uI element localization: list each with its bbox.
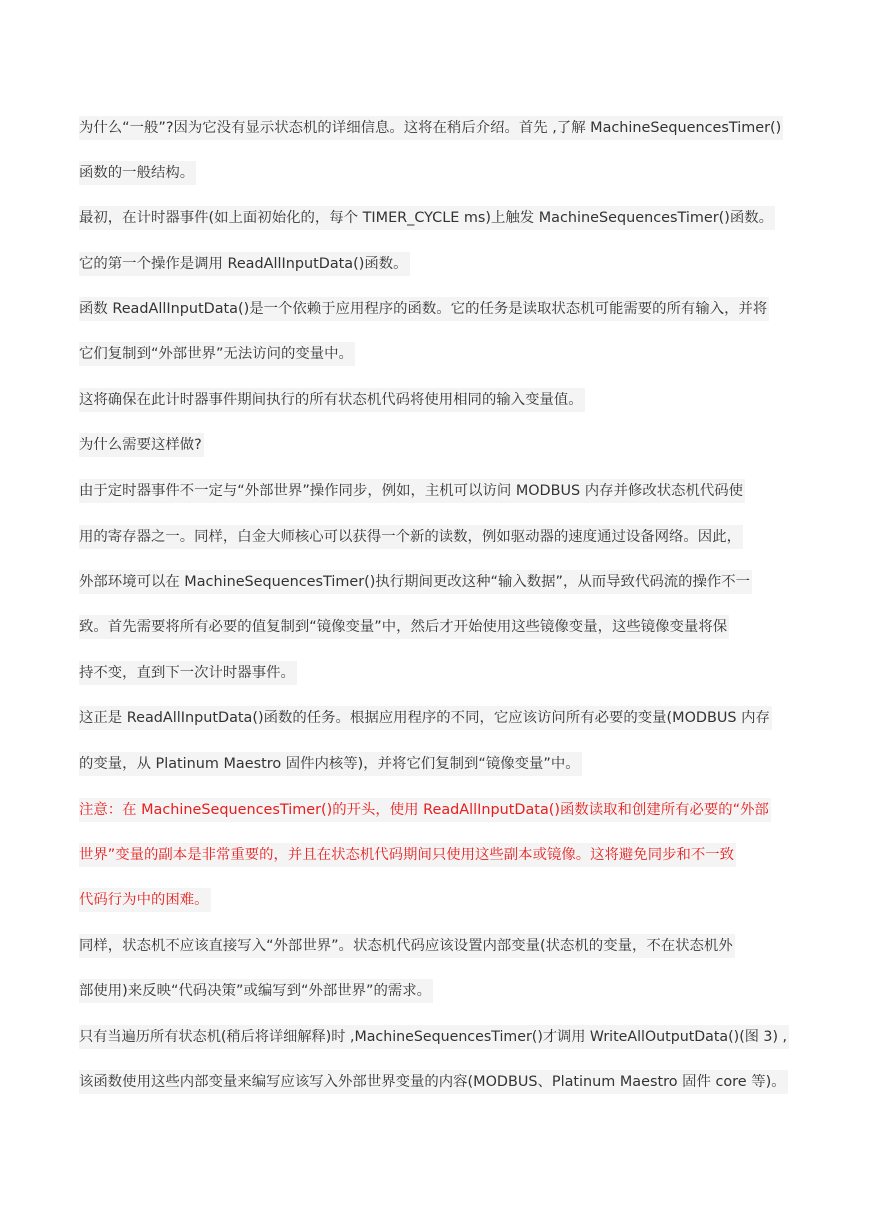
text-line: 由于定时器事件不一定与“外部世界”操作同步，例如，主机可以访问 MODBUS 内存并修改状态机代码使 <box>79 479 745 503</box>
note-line: 世界”变量的副本是非常重要的，并且在状态机代码期间只使用这些副本或镜像。这将避免同步和不一致 <box>79 843 736 867</box>
text-line: 这将确保在此计时器事件期间执行的所有状态机代码将使用相同的输入变量值。 <box>79 388 585 412</box>
text-line: 这正是 ReadAllInputData()函数的任务。根据应用程序的不同，它应该访问所有必要的变量(MODBUS 内存 <box>79 706 772 730</box>
note-line: 注意：在 MachineSequencesTimer()的开头，使用 ReadAllInputData()函数读取和创建所有必要的“外部 <box>79 798 771 822</box>
text-line: 致。首先需要将所有必要的值复制到“镜像变量”中，然后才开始使用这些镜像变量，这些镜像变量将保 <box>79 615 729 639</box>
note-line: 代码行为中的困难。 <box>79 888 211 912</box>
text-line: 该函数使用这些内部变量来编写应该写入外部世界变量的内容(MODBUS、Platinum Maestro 固件 core 等)。 <box>79 1070 788 1094</box>
text-line: 持不变，直到下一次计时器事件。 <box>79 661 297 685</box>
text-line: 它们复制到“外部世界”无法访问的变量中。 <box>79 342 355 366</box>
text-line: 为什么“一般”?因为它没有显示状态机的详细信息。这将在稍后介绍。首先 ,了解 MachineSequencesTimer() <box>79 116 783 140</box>
text-line: 外部环境可以在 MachineSequencesTimer()执行期间更改这种“输入数据”，从而导致代码流的操作不一 <box>79 570 752 594</box>
text-line: 只有当遍历所有状态机(稍后将详细解释)时 ,MachineSequencesTimer()才调用 WriteAllOutputData()(图 3) , <box>79 1025 789 1049</box>
text-line: 用的寄存器之一。同样，白金大师核心可以获得一个新的读数，例如驱动器的速度通过设备网络。因此， <box>79 525 743 549</box>
text-line: 它的第一个操作是调用 ReadAllInputData()函数。 <box>79 252 410 276</box>
text-line: 的变量，从 Platinum Maestro 固件内核等)，并将它们复制到“镜像变量”中。 <box>79 752 582 776</box>
text-line: 函数 ReadAllInputData()是一个依赖于应用程序的函数。它的任务是读取状态机可能需要的所有输入，并将 <box>79 297 769 321</box>
text-line: 为什么需要这样做? <box>79 433 204 457</box>
text-line: 函数的一般结构。 <box>79 161 196 185</box>
text-line: 同样，状态机不应该直接写入“外部世界”。状态机代码应该设置内部变量(状态机的变量，不在状态机外 <box>79 934 735 958</box>
text-line: 最初，在计时器事件(如上面初始化的，每个 TIMER_CYCLE ms)上触发 MachineSequencesTimer()函数。 <box>79 206 775 230</box>
text-line: 部使用)来反映“代码决策”或编写到“外部世界”的需求。 <box>79 979 433 1003</box>
